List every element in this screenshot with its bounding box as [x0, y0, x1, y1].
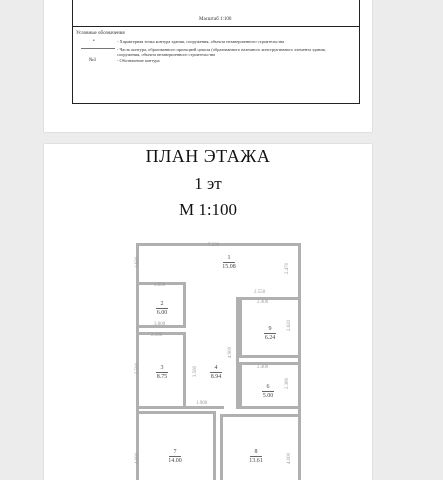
dim-room8-side: 4.000 — [287, 452, 293, 465]
wall-left — [136, 243, 139, 480]
dim-room2-bottom: 3.000 — [154, 322, 166, 327]
room-area: 8.75 — [156, 374, 168, 380]
dim-room9-top-outer: 2.550 — [254, 290, 266, 295]
dim-room2-top: 3.000 — [154, 283, 166, 288]
dim-room9-side: 2.620 — [287, 319, 293, 332]
room-area: 6.24 — [264, 335, 276, 341]
room-number: 4 — [214, 365, 218, 371]
wall-room9-left — [239, 297, 242, 358]
dim-top-width: 7.200 — [208, 243, 220, 248]
legend-contour-line-symbol — [81, 48, 115, 49]
dim-room7-side: 4.000 — [135, 452, 141, 465]
room-area: 15.08 — [222, 264, 236, 270]
room-number: 6 — [266, 384, 270, 390]
dim-room4-side: 3.560 — [193, 365, 199, 378]
room-label-rule — [264, 333, 276, 334]
wall-room7-right — [213, 411, 216, 480]
wall-room3-right — [183, 332, 186, 408]
room-area: 6.00 — [156, 310, 168, 316]
dim-right-upper: 2.470 — [285, 262, 291, 275]
wall-room6-bottom — [239, 406, 301, 409]
wall-room6-top — [239, 362, 301, 365]
legend-item-contour-part: - Часть контура, образованного проекцией цоколя (образованного наземного конструктивного элемента здания, сооружения, объекта незавершенного строительства — [117, 47, 326, 57]
room-label-rule — [223, 262, 235, 263]
wall-room2-right — [183, 282, 186, 328]
wall-room8-left — [220, 414, 223, 480]
dim-room3-side: 3.500 — [135, 362, 141, 375]
wall-room8-top — [220, 414, 301, 417]
legend-point-symbol: • — [93, 39, 95, 44]
room-area: 13.61 — [249, 458, 263, 464]
floor-plan-page — [44, 144, 372, 480]
room-number: 3 — [160, 365, 164, 371]
legend-box — [72, 0, 360, 104]
dim-left-upper: 1.620 — [135, 256, 141, 269]
room-number: 1 — [227, 255, 231, 261]
room-label-rule — [169, 456, 181, 457]
legend-item-contour-label: - Обозначение контура — [117, 58, 160, 63]
room-number: 8 — [254, 449, 258, 455]
dim-room6-side: 2.380 — [285, 377, 291, 390]
room-label-rule — [250, 456, 262, 457]
room-number: 9 — [268, 326, 272, 332]
wall-room9-top — [239, 297, 301, 300]
room-number: 2 — [160, 301, 164, 307]
room-label-rule — [156, 308, 168, 309]
room-area: 5.00 — [262, 393, 274, 399]
legend-scale: Масштаб 1:100 — [199, 17, 232, 22]
legend-heading: Условные обозначения — [76, 31, 125, 36]
dim-room3-top: 2.500 — [151, 333, 163, 338]
dim-room9-top: 2.400 — [257, 300, 269, 305]
room-label-rule — [262, 391, 274, 392]
room-area: 8.94 — [210, 374, 222, 380]
wall-room6-left — [239, 362, 242, 409]
legend-divider — [73, 26, 359, 27]
plan-floor: 1 эт — [194, 174, 222, 193]
legend-page — [44, 0, 372, 132]
dim-corridor-bottom: 1.900 — [196, 401, 208, 406]
room-area: 14.00 — [168, 458, 182, 464]
plan-title: ПЛАН ЭТАЖА — [145, 146, 271, 166]
dim-room6-top: 2.400 — [257, 365, 269, 370]
wall-corridor-bottom — [136, 406, 224, 409]
room-label-rule — [156, 372, 168, 373]
legend-contour-symbol: №1 — [89, 58, 97, 63]
wall-room7-top — [136, 411, 216, 414]
room-number: 7 — [173, 449, 177, 455]
plan-scale: М 1:100 — [178, 200, 238, 219]
room-label-rule — [210, 372, 222, 373]
wall-room9-bottom — [239, 355, 301, 358]
legend-item-point: - Характерная точка контура здания, сооружения, объекта незавершенного строительства — [117, 39, 285, 44]
dim-center-vertical: 4.900 — [228, 346, 234, 359]
